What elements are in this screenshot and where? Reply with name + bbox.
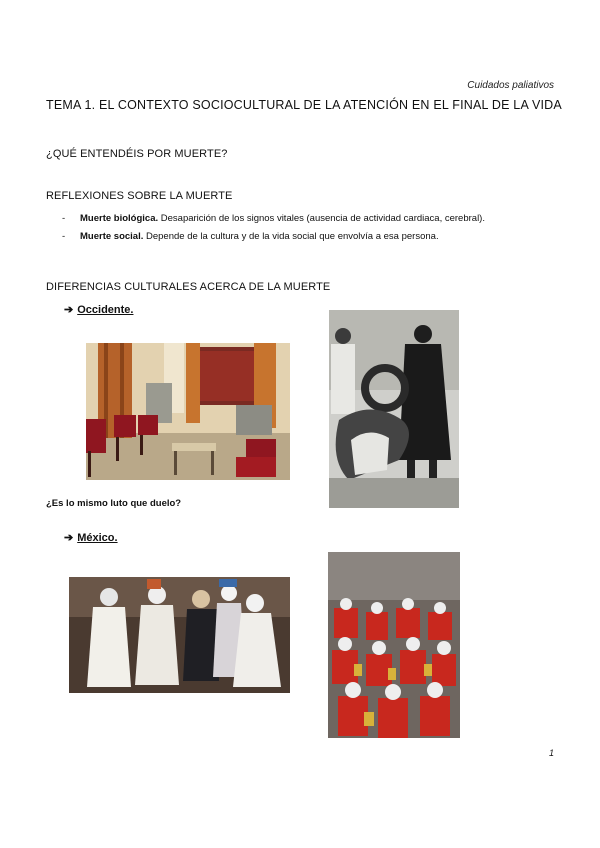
mexico-subheading (64, 531, 118, 544)
bullet-text: Desaparición de los signos vitales (ausencia de actividad cardiaca, cerebral). (158, 213, 485, 224)
list-item: - Muerte biológica. Desaparición de los signos vitales (ausencia de actividad cardiaca, cerebral). (62, 213, 485, 224)
question-heading: ¿QUÉ ENTENDÉIS POR MUERTE? (46, 148, 228, 160)
occidente-label: Occidente. (77, 304, 134, 316)
reflexiones-list (62, 210, 485, 246)
reflexiones-heading: REFLEXIONES SOBRE LA MUERTE (46, 190, 233, 202)
occidente-subheading (64, 303, 133, 316)
course-header: Cuidados paliativos (467, 80, 554, 91)
bullet-term: Muerte biológica. (80, 213, 159, 224)
dia-de-muertos-photo (69, 577, 290, 693)
funeral-sepia-photo (329, 310, 459, 508)
arrow-right-icon: ➔ (64, 304, 74, 316)
luto-duelo-question: ¿Es lo mismo luto que duelo? (46, 498, 182, 509)
waiting-room-photo (86, 343, 290, 480)
diferencias-heading: DIFERENCIAS CULTURALES ACERCA DE LA MUERTE (46, 281, 331, 293)
parade-photo (328, 552, 460, 738)
mexico-label: México. (77, 532, 118, 544)
list-item: - Muerte social. Depende de la cultura y de la vida social que envolvía a esa persona. (62, 231, 439, 242)
bullet-term: Muerte social. (80, 231, 144, 242)
bullet-text: Depende de la cultura y de la vida social que envolvía a esa persona. (143, 231, 439, 242)
page-title: TEMA 1. EL CONTEXTO SOCIOCULTURAL DE LA ATENCIÓN EN EL FINAL DE LA VIDA (46, 98, 562, 112)
page-number: 1 (548, 748, 554, 758)
arrow-right-icon: ➔ (64, 532, 74, 544)
